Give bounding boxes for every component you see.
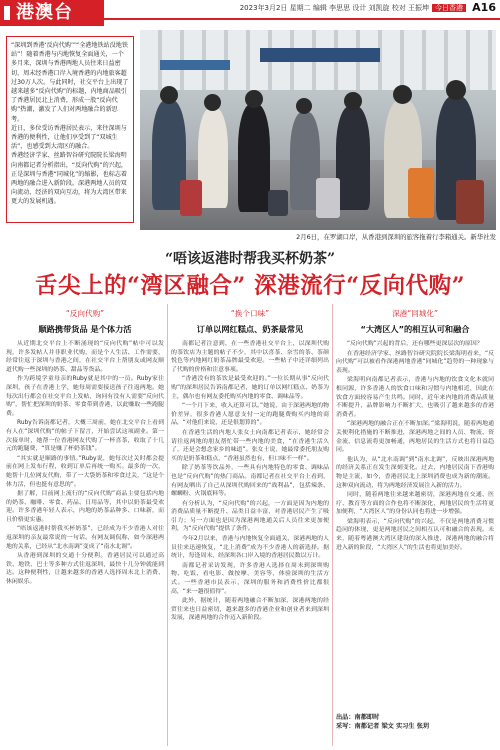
traveler-figure <box>238 104 270 212</box>
column-label: “反向代购” <box>65 309 105 318</box>
body-paragraph: 南都记者采访发现，许多香港人选择在周末到深圳购物、吃饭、看电影、做按摩、美容等，体验深圳的生活方式。一些香港市民表示，深圳的服务和消费性价比都很高，“来一趟很值得”。 <box>171 562 329 595</box>
body-paragraph: 南都记者注意到，在一些香港社交平台上，以深圳代购的茶饮店为主题的帖子不少，其中以喜茶、奈雪的茶、茶颜悦色等内地网红奶茶品牌最受欢迎。一些帖子中还详细列出了代购的价格和注意事项。 <box>171 341 329 373</box>
article-column-2 <box>171 308 329 745</box>
body-paragraph: 他认为，从“北水南调”到“南水北调”，反映出深港两地的经济关系正在发生深刻变化。过去，内地居民南下香港购物是主流，如今，香港居民北上深圳消费也成为新的潮流。这种双向流动，将为两地经济发展注入新的活力。 <box>336 456 494 489</box>
luggage <box>268 190 288 216</box>
body-paragraph: 梁海明表示，“反向代购”的兴起，不仅是两地消费习惯趋同的体现，更是两地居民之间相互认可和融合的表现。未来，随着粤港澳大湾区建设的深入推进，深港两地的融合将进入新的阶段，“大湾区人”的生活也将更加美好。 <box>336 518 494 551</box>
column-body <box>336 340 494 705</box>
body-paragraph: 在香港生活的内地人张女士向南都记者表示，她经常会请往返两地的朋友帮忙带一些内地的美食，“在香港生活久了，还是会想念家乡的味道”。张女士说，她最常委托朋友购买的是奶茶和糕点，“香港虽然也有，但口味不一样”。 <box>171 429 329 462</box>
kicker-headline: “唔该返港时帮我买杯奶茶” <box>164 251 336 267</box>
body-paragraph: “反向代购”兴起的背后，还有哪些更深层次的原因？ <box>347 341 483 347</box>
page-number: A16 <box>472 1 496 14</box>
traveler-head <box>393 85 412 104</box>
column-label: “换个口味” <box>230 309 270 318</box>
body-paragraph: 除了奶茶等饮品外，一些具有内地特色的零食、调味品也是“反向代购”的热门商品。南都记者在社交平台上看到，有网友晒出了自己从深圳代购回来的“战利品”，包括辣条、螺蛳粉、火锅底料等。 <box>171 465 329 498</box>
column-title: 顺路携带货品 是个体力活 <box>38 324 132 334</box>
luggage <box>456 180 484 224</box>
body-paragraph: 同时，随着两地往来越来越密切，深港两地在交通、医疗、教育等方面的合作也将不断深化，两地居民的生活将更加便利，“大湾区人”的身份认同也将进一步增强。 <box>336 492 494 516</box>
credit-line: 出品：南都即时 <box>336 714 380 721</box>
main-headline: 舌尖上的“湾区融合” 深港流行“反向代购” <box>34 273 466 299</box>
traveler-figure <box>198 108 228 208</box>
masthead <box>0 0 500 26</box>
photo-caption: 2月6日，在罗湖口岸，从香港到深圳的旅客拖着行李箱通关。新华社发 <box>296 233 496 241</box>
body-paragraph: “其实就是顺路的事情。”Ruby说，她每次过关时都会提前在网上发布行程，收到订单后再统一购买。最多的一次，她帮十几位网友代购，带了一大袋奶茶和零食过关，“这是个体力活，但也挺有意思的”。 <box>6 455 164 488</box>
article-column-3 <box>336 308 494 731</box>
luggage <box>180 180 202 216</box>
body-paragraph: 此外，据统计，随着两地融合不断加深，深港两地的经贸往来也日益密切，越来越多的香港企业和创业者来到深圳发展，深港两地的合作迈入新阶段。 <box>171 598 329 622</box>
masthead-rule <box>104 18 500 20</box>
luggage <box>408 168 434 218</box>
section-tag: 今日香港 <box>432 4 466 12</box>
body-paragraph: 有分析认为，“反向代购”的兴起，一方面是因为内地的消费品质量不断提升、品类日益丰富，对香港居民产生了吸引力；另一方面也是因为深港两地通关后人员往来更加便利，为“反向代购”提供了条件。 <box>171 500 329 533</box>
lead-box <box>6 36 134 223</box>
lead-paragraph-1: “深圳到香港‘反向代购’”“全港地铁站没地铁站”！随着香港与内地恢复全面通关，一个多月来，深圳与香港两地人员往来日益密切，周末经香港口岸入境香港的内地旅客超过30万人次。与此同时，社交平台上出现了越来越多“反向代购”的标题，内地商品吸引了香港居民北上消费，形成一股“反向代购”热潮，激发了人们对两地融合的新思考。 <box>11 42 129 123</box>
column-body <box>6 340 164 745</box>
body-paragraph: 从香港到深圳的交通十分便利。香港居民可以通过高铁、地铁、巴士等多种方式往返深圳，最快十几分钟就能到达。这种便利性，让越来越多的香港人选择周末北上消费、休闲娱乐。 <box>6 553 164 586</box>
traveler-figure <box>336 106 370 210</box>
traveler-head <box>344 92 362 110</box>
column-title: “大湾区人”的相互认可和融合 <box>360 324 470 334</box>
body-paragraph: “一个月下来，收入还算可以。”她说，由于深港两地的物价差异，很多香港人愿意支付一定的跑腿费购买内地的商品，“对他们来说，还是很划算的”。 <box>171 403 329 427</box>
photo-sign-2 <box>160 60 230 70</box>
body-paragraph: Ruby告诉南都记者，大概三周前，她在北交平台上看到有人在“深圳代购”的帖子下留言，开始尝试这项副业。第一次接单时，她帮一位香港网友代购了一杯喜茶，收取了十几元的跑腿费，“算是赚了杯奶茶钱”。 <box>6 420 164 453</box>
body-paragraph: 据了解，目前网上流行的“反向代购”商品主要包括内地的奶茶、咖啡、零食、药品、日用品等，其中以奶茶最受欢迎。许多香港年轻人表示，内地的奶茶品种多、口味新，而且价格更实惠。 <box>6 491 164 523</box>
column-label: 深港“同城化” <box>392 309 438 318</box>
traveler-head <box>296 98 312 114</box>
credit-line: 采写：南都记者 梁文 实习生 张玥 <box>336 723 430 730</box>
body-paragraph: 在香港经济学家、丝路智谷研究院院长梁海明看来，“反向代购”可以被看作深港两地香港“同城化”趋势的一种现象与表现。 <box>336 350 494 374</box>
article-column-1 <box>6 308 164 745</box>
photo-sign <box>260 48 380 62</box>
masthead-meta <box>240 3 466 13</box>
section-logo: 港澳台 <box>0 0 104 26</box>
column-divider <box>167 304 168 746</box>
body-paragraph: “香港没有的茶饮是最受欢迎的。”一位长期从事“反向代购”的深圳居民告诉南都记者，她的订单以网红糕点、奶茶为主，偶尔也有网友委托购买内地的零食、调味品等。 <box>171 376 329 400</box>
byline-credits <box>336 713 494 731</box>
luggage <box>316 178 340 218</box>
column-divider <box>332 304 333 746</box>
traveler-head <box>160 86 178 104</box>
lead-paragraph-2: 近日，多位受访香港居民表示，来往深圳与香港的便利性，让他们享受到了“双城生活”，也感受到大湾区的融合。 <box>11 124 127 151</box>
lead-paragraph-3: 香港经济学家、丝路智谷研究院院长梁海明向南都记者分析指出，“反向代购”的兴起，正是深圳与香港“同城化”的缩影，也标志着两地的融合进入新阶段。深港两地人员的双向流动、经济的双向互动，将为大湾区带来更大的发展机遇。 <box>11 152 128 206</box>
traveler-head <box>446 80 466 100</box>
traveler-head <box>204 94 221 111</box>
body-paragraph: 梁海明向南都记者表示，香港与内地的饮食文化本就同根同源，许多香港人的饮食口味和习惯与内地相近，因此在饮食方面较容易产生共鸣。同时，近年来内地的消费品质量不断提升，品牌影响力不断扩大，也吸引了越来越多的香港消费者。 <box>336 377 494 418</box>
body-paragraph: 今年2月以来，香港与内地恢复全面通关，深港两地的人员往来迅速恢复，“北上消费”成为不少香港人的新选择。据统计，每逢周末，经深圳各口岸入境的香港居民数以万计。 <box>171 536 329 560</box>
date-line: 2023年3月2日 星期二 编辑 李思思 设计 刘凯旋 校对 王振坤 <box>239 4 429 12</box>
body-paragraph: 作为跨境学童母亲的Ruby就是其中的一员。Ruby家住深圳，孩子在香港上学，她每周需要接送孩子往返两地。她每次出行都会在社交平台上发帖，询问有没有人需要“反向代购”，帮忙把深圳的奶茶、零食带到香港，以此赚取一些跑腿费。 <box>6 376 164 417</box>
column-title: 订单以网红糕点、奶茶最常见 <box>196 324 304 334</box>
traveler-head <box>245 90 263 108</box>
body-paragraph: “深港两地的融合正在不断加深。”梁海明说，随着两地通关便利化措施的不断推进，深港两地之间的人员、物流、资金流、信息流将更加畅通，两地居民的生活方式也将日益趋同。 <box>336 421 494 454</box>
body-paragraph: 从近期北交平台上不断涌现的“反向代购”帖中可以发现，许多发帖人并非职业代购，而是个人生活、工作需要，经常往返于深圳与香港之间，在社交平台上帮朋友或网友顺道代购一些深圳的奶茶、甜品等货品。 <box>6 341 164 373</box>
column-body <box>171 340 329 745</box>
news-photo <box>140 30 496 230</box>
body-paragraph: “唔该返港时帮我买杯奶茶”，已经成为不少香港人对往返深圳的亲友最常说的一句话。有网友调侃称，如今深港两地的关系，已经从“北水南调”变成了“南水北调”。 <box>6 526 164 550</box>
